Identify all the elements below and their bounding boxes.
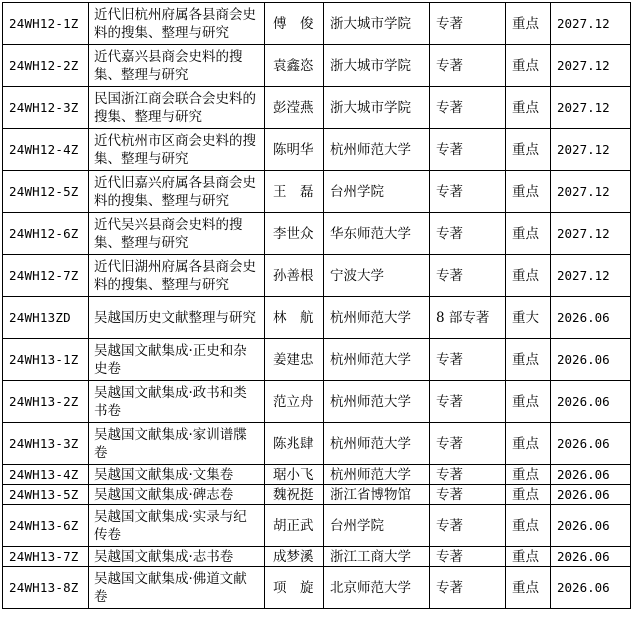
project-title-cell: 吴越国历史文献整理与研究 — [89, 297, 265, 339]
table-row — [3, 505, 631, 547]
project-level-cell: 重点 — [506, 567, 551, 609]
completion-date-cell: 2027.12 — [551, 255, 631, 297]
project-code-cell: 24WH12-4Z — [3, 129, 89, 171]
project-title-cell: 吴越国文献集成·文集卷 — [89, 465, 265, 485]
institution-cell: 浙江省博物馆 — [324, 485, 430, 505]
principal-investigator-cell: 孙善根 — [265, 255, 324, 297]
project-level-cell: 重点 — [506, 485, 551, 505]
project-title-cell: 近代吴兴县商会史料的搜集、整理与研究 — [89, 213, 265, 255]
institution-cell: 宁波大学 — [324, 255, 430, 297]
principal-investigator-cell: 范立舟 — [265, 381, 324, 423]
institution-cell: 杭州师范大学 — [324, 381, 430, 423]
project-title-cell: 吴越国文献集成·家训谱牒卷 — [89, 423, 265, 465]
completion-date-cell: 2026.06 — [551, 505, 631, 547]
principal-investigator-cell: 成梦溪 — [265, 547, 324, 567]
table-row — [3, 129, 631, 171]
project-title-cell: 民国浙江商会联合会史料的搜集、整理与研究 — [89, 87, 265, 129]
project-code-cell: 24WH13-2Z — [3, 381, 89, 423]
project-level-cell: 重点 — [506, 213, 551, 255]
output-type-cell: 专著 — [430, 465, 506, 485]
institution-cell: 浙大城市学院 — [324, 3, 430, 45]
table-row — [3, 45, 631, 87]
completion-date-cell: 2027.12 — [551, 129, 631, 171]
output-type-cell: 专著 — [430, 255, 506, 297]
principal-investigator-cell: 琚小飞 — [265, 465, 324, 485]
project-level-cell: 重点 — [506, 3, 551, 45]
table-row — [3, 255, 631, 297]
table-row — [3, 87, 631, 129]
output-type-cell: 8 部专著 — [430, 297, 506, 339]
output-type-cell: 专著 — [430, 171, 506, 213]
institution-cell: 浙大城市学院 — [324, 87, 430, 129]
project-title-cell: 近代旧杭州府属各县商会史料的搜集、整理与研究 — [89, 3, 265, 45]
table-row — [3, 465, 631, 485]
output-type-cell: 专著 — [430, 213, 506, 255]
completion-date-cell: 2026.06 — [551, 423, 631, 465]
project-code-cell: 24WH12-6Z — [3, 213, 89, 255]
project-code-cell: 24WH12-7Z — [3, 255, 89, 297]
project-level-cell: 重点 — [506, 171, 551, 213]
completion-date-cell: 2026.06 — [551, 567, 631, 609]
project-title-cell: 近代旧嘉兴府属各县商会史料的搜集、整理与研究 — [89, 171, 265, 213]
project-level-cell: 重点 — [506, 129, 551, 171]
table-row — [3, 423, 631, 465]
project-level-cell: 重点 — [506, 87, 551, 129]
completion-date-cell: 2026.06 — [551, 339, 631, 381]
completion-date-cell: 2027.12 — [551, 3, 631, 45]
institution-cell: 浙大城市学院 — [324, 45, 430, 87]
institution-cell: 北京师范大学 — [324, 567, 430, 609]
output-type-cell: 专著 — [430, 87, 506, 129]
project-code-cell: 24WH12-3Z — [3, 87, 89, 129]
project-level-cell: 重点 — [506, 45, 551, 87]
project-title-cell: 吴越国文献集成·正史和杂史卷 — [89, 339, 265, 381]
project-code-cell: 24WH13-5Z — [3, 485, 89, 505]
principal-investigator-cell: 项 旋 — [265, 567, 324, 609]
institution-cell: 杭州师范大学 — [324, 423, 430, 465]
project-level-cell: 重点 — [506, 505, 551, 547]
project-level-cell: 重点 — [506, 547, 551, 567]
institution-cell: 杭州师范大学 — [324, 129, 430, 171]
principal-investigator-cell: 袁鑫恣 — [265, 45, 324, 87]
output-type-cell: 专著 — [430, 485, 506, 505]
table-row — [3, 339, 631, 381]
project-table-body — [3, 3, 631, 609]
table-row — [3, 171, 631, 213]
project-code-cell: 24WH12-2Z — [3, 45, 89, 87]
principal-investigator-cell: 魏祝挺 — [265, 485, 324, 505]
completion-date-cell: 2026.06 — [551, 297, 631, 339]
principal-investigator-cell: 傅 俊 — [265, 3, 324, 45]
project-code-cell: 24WH13-8Z — [3, 567, 89, 609]
completion-date-cell: 2027.12 — [551, 45, 631, 87]
institution-cell: 台州学院 — [324, 171, 430, 213]
project-title-cell: 吴越国文献集成·佛道文献卷 — [89, 567, 265, 609]
table-row — [3, 567, 631, 609]
output-type-cell: 专著 — [430, 339, 506, 381]
output-type-cell: 专著 — [430, 423, 506, 465]
principal-investigator-cell: 王 磊 — [265, 171, 324, 213]
completion-date-cell: 2026.06 — [551, 485, 631, 505]
project-level-cell: 重点 — [506, 465, 551, 485]
completion-date-cell: 2027.12 — [551, 171, 631, 213]
institution-cell: 杭州师范大学 — [324, 339, 430, 381]
project-title-cell: 吴越国文献集成·志书卷 — [89, 547, 265, 567]
principal-investigator-cell: 彭滢燕 — [265, 87, 324, 129]
project-title-cell: 近代杭州市区商会史料的搜集、整理与研究 — [89, 129, 265, 171]
principal-investigator-cell: 陈兆肆 — [265, 423, 324, 465]
project-title-cell: 吴越国文献集成·实录与纪传卷 — [89, 505, 265, 547]
completion-date-cell: 2026.06 — [551, 381, 631, 423]
project-level-cell: 重点 — [506, 339, 551, 381]
project-code-cell: 24WH12-5Z — [3, 171, 89, 213]
project-code-cell: 24WH13-7Z — [3, 547, 89, 567]
completion-date-cell: 2026.06 — [551, 547, 631, 567]
table-row — [3, 297, 631, 339]
project-level-cell: 重点 — [506, 381, 551, 423]
project-level-cell: 重点 — [506, 423, 551, 465]
completion-date-cell: 2027.12 — [551, 213, 631, 255]
project-code-cell: 24WH13-4Z — [3, 465, 89, 485]
institution-cell: 华东师范大学 — [324, 213, 430, 255]
output-type-cell: 专著 — [430, 547, 506, 567]
output-type-cell: 专著 — [430, 129, 506, 171]
output-type-cell: 专著 — [430, 45, 506, 87]
project-title-cell: 近代嘉兴县商会史料的搜集、整理与研究 — [89, 45, 265, 87]
principal-investigator-cell: 林 航 — [265, 297, 324, 339]
table-row — [3, 547, 631, 567]
output-type-cell: 专著 — [430, 505, 506, 547]
project-table — [2, 2, 631, 609]
institution-cell: 台州学院 — [324, 505, 430, 547]
project-level-cell: 重点 — [506, 255, 551, 297]
principal-investigator-cell: 陈明华 — [265, 129, 324, 171]
table-row — [3, 213, 631, 255]
completion-date-cell: 2027.12 — [551, 87, 631, 129]
project-code-cell: 24WH12-1Z — [3, 3, 89, 45]
project-code-cell: 24WH13-3Z — [3, 423, 89, 465]
table-row — [3, 3, 631, 45]
principal-investigator-cell: 胡正武 — [265, 505, 324, 547]
institution-cell: 杭州师范大学 — [324, 297, 430, 339]
output-type-cell: 专著 — [430, 3, 506, 45]
project-title-cell: 吴越国文献集成·政书和类书卷 — [89, 381, 265, 423]
project-code-cell: 24WH13ZD — [3, 297, 89, 339]
project-code-cell: 24WH13-6Z — [3, 505, 89, 547]
output-type-cell: 专著 — [430, 567, 506, 609]
table-row — [3, 485, 631, 505]
principal-investigator-cell: 姜建忠 — [265, 339, 324, 381]
output-type-cell: 专著 — [430, 381, 506, 423]
project-code-cell: 24WH13-1Z — [3, 339, 89, 381]
completion-date-cell: 2026.06 — [551, 465, 631, 485]
project-title-cell: 吴越国文献集成·碑志卷 — [89, 485, 265, 505]
project-title-cell: 近代旧湖州府属各县商会史料的搜集、整理与研究 — [89, 255, 265, 297]
table-row — [3, 381, 631, 423]
institution-cell: 杭州师范大学 — [324, 465, 430, 485]
institution-cell: 浙江工商大学 — [324, 547, 430, 567]
project-level-cell: 重大 — [506, 297, 551, 339]
principal-investigator-cell: 李世众 — [265, 213, 324, 255]
